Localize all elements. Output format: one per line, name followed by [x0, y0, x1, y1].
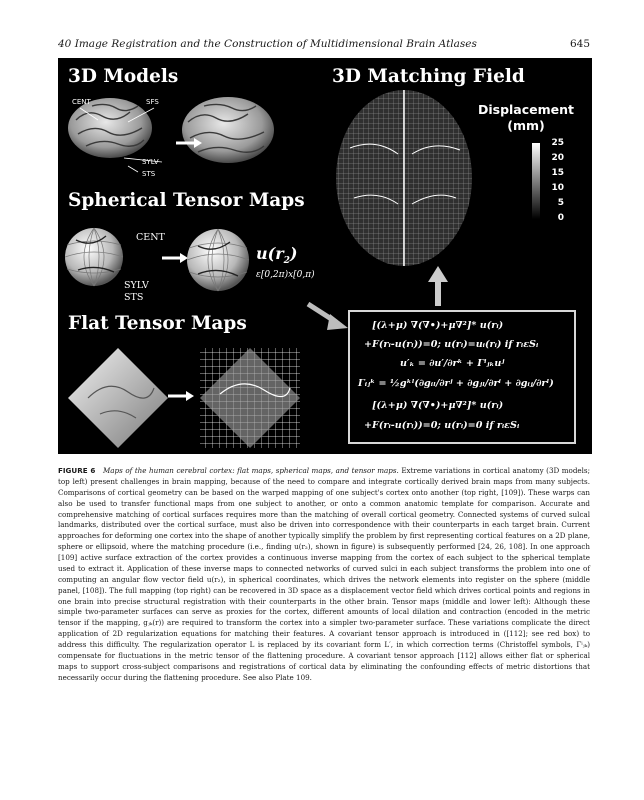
scale-tick-5: 5 [557, 198, 564, 208]
sphere-left [65, 228, 123, 286]
label-sts: STS [142, 170, 156, 178]
heading-3d-models: 3D Models [68, 66, 179, 87]
heading-flat: Flat Tensor Maps [68, 313, 247, 334]
brain-model-right [182, 97, 274, 163]
sphere-label-sts: STS [124, 292, 144, 303]
page-number: 645 [569, 38, 590, 50]
brain-model-left [68, 98, 152, 158]
arrow-sphere-head [180, 253, 188, 263]
equation-5: [(λ+μ) ∇(∇•)+μ∇²]* u(rᵢ) [372, 400, 504, 411]
arrow-flat-head [186, 391, 194, 401]
arrow-diagonal-head [327, 314, 348, 330]
displacement-label: Displacement [477, 102, 575, 117]
displacement-scale-bar [532, 143, 540, 219]
u-domain: ε[0,2π)x[0,π) [256, 270, 315, 280]
displacement-title [466, 102, 586, 133]
equation-4: Γᵢⱼᵏ = ½gᵏˡ(∂gᵢₗ/∂rʲ + ∂gⱼₗ/∂rⁱ + ∂gᵢⱼ/∂rˡ) [358, 378, 554, 389]
u-close: ) [289, 244, 298, 263]
equation-1: [(λ+μ) ∇(∇•)+μ∇²]* u(rᵢ) [372, 320, 504, 331]
flat-map-grid [200, 348, 300, 448]
u-sub: 2 [283, 256, 290, 267]
equation-3: u′ₖ = ∂u′/∂rᵏ + Γⁱⱼₖuʲ [400, 358, 505, 369]
label-sfs: SFS [146, 98, 159, 106]
running-header [58, 38, 590, 50]
scale-tick-0: 0 [557, 213, 564, 223]
heading-matching-field: 3D Matching Field [332, 66, 525, 87]
equation-box [348, 310, 576, 444]
u-expr: u(r [256, 244, 284, 263]
caption-body: Extreme variations in cortical anatomy (3D models; top left) present challenges in brain mapping, because of the need to compare and integrate cortically derived brain maps from many subjects. Comparisons of cortical geometry can be based on the warped mapping of one subject's cortex onto another (top right, [109]). These warps can also be used to transfer functional maps from one subject to another, or onto a common anatomic template for comparison. Accurate and comprehensive matching of cortical surfaces requires more than the matching of overall cortical geometry. Connected systems of curved sulcal landmarks, distributed over the cortical surface, must also be driven into correspondence with their counterparts in each target brain. Current approaches for deforming one cortex into the shape of another typically simplify the problem by first representing cortical features on a 2D plane, sphere or ellipsoid, where the matching procedure (i.e., finding u(r₂), shown in figure) is subsequently performed [24, 26, 108]. In one approach [109] active surface extraction of the cortex provides a continuous inverse mapping from the cortex of each subject to the spherical template used to extract it. Application of these inverse maps to connected networks of curved sulci in each subject transforms the problem into one of computing an angular flow vector field u(r₂), in spherical coordinates, which drives the network elements into register on the sphere (middle panel, [108]). The full mapping (top right) can be recovered in 3D space as a displacement vector field which drives cortical points and regions in one brain into precise structural registration with their counterparts in the other brain. Tensor maps (middle and lower left): Although these simple two-parameter surfaces can serve as proxies for the cortex, different amounts of local dilation and contraction (encoded in the metric tensor if the mapping, gⱼₖ(r)) are required to transform the cortex into a simpler two-parameter surface. These variations complicate the direct application of 2D regularization equations for matching their features. A covariant tensor approach is introduced in ([112]; see red box) to address this difficulty. The regularization operator L is replaced by its covariant form L′, in which correction terms (Christoffel symbols, Γⁱⱼₖ) compensate for fluctuations in the metric tensor of the flattening procedure. A covariant tensor approach [112] allows either flat or spherical maps to support cross-subject comparisons and registrations of cortical data by eliminating the confounding effects of metric distortions that necessarily occur during the flattening procedure. See also Plate 109. [58, 466, 590, 682]
displacement-unit: (mm) [507, 117, 545, 133]
chapter-title: 40 Image Registration and the Construction of Multidimensional Brain Atlases [58, 38, 477, 50]
scale-tick-25: 25 [551, 138, 564, 148]
equation-2: +F(rᵢ-u(rᵢ))=0; u(rᵢ)=uᵢ(rᵢ) if rᵢεSᵢ [364, 339, 539, 350]
figure-panel [58, 58, 592, 454]
caption-label: FIGURE 6 [58, 466, 96, 475]
sphere-label-sylv: SYLV [124, 280, 149, 291]
sphere-right [187, 229, 249, 291]
scale-tick-20: 20 [551, 153, 564, 163]
heading-spherical: Spherical Tensor Maps [68, 190, 305, 211]
scale-tick-10: 10 [551, 183, 564, 193]
matching-field-brain [336, 90, 472, 266]
sphere-label-cent: CENT [136, 232, 165, 243]
equation-6: +F(rᵢ-u(rᵢ))=0; u(rᵢ)=0 if rᵢεSᵢ [364, 420, 520, 431]
label-sylv: SYLV [142, 158, 159, 166]
figure-caption [58, 466, 590, 684]
scale-tick-15: 15 [551, 168, 564, 178]
caption-title: Maps of the human cerebral cortex: flat maps, spherical maps, and tensor maps. [102, 466, 399, 475]
label-cent: CENT [72, 98, 91, 106]
u-of-r [256, 244, 297, 266]
flat-map-left [68, 348, 168, 448]
arrow-up-head [428, 266, 448, 282]
